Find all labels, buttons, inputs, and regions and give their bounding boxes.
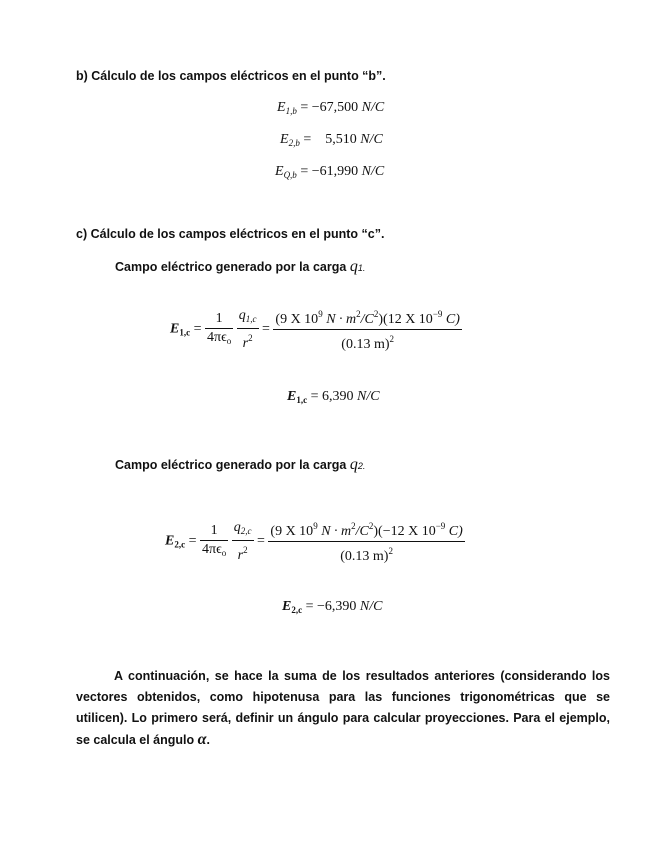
section-c-heading: c) Cálculo de los campos eléctricos en el punto “c”. (76, 227, 385, 241)
equation-e1b: $E_{1,b} = -67,500$ N/C (277, 100, 385, 116)
coulomb-constant-fraction: $\frac{1}{4\pi\epsilon_o}$ (207, 310, 232, 346)
closing-paragraph: A continuación, se hace la suma de los resultados anteriores (considerando los vectores obtenidos, como hipotenusa para las funciones trigonométricas que se utilicen). Lo primero será, definir un ángulo para calcular proyecciones. Para el ejemplo, se calcula el ángulo α. (76, 669, 610, 748)
q1-intro: Campo eléctrico generado por la carga q1. (115, 258, 366, 275)
formula-e1c: $E_{1,c}$ = $\frac{1}{4\pi\epsilon_o}$ $\frac{q_{1,c}}{r^2}$ = $\frac{(9 X 10^9 N \cdot m^2/C^2)(12 X 10^{-9} C)}{(0.13 m)^2}$ (170, 305, 462, 354)
numeric-fraction: $\frac{(9 X 10^9 N \cdot m^2/C^2)(12 X 10^{-9} C)}{(0.13 m)^2}$ (273, 305, 461, 354)
section-b-heading: b) Cálculo de los campos eléctricos en el punto “b”. (76, 69, 386, 83)
coulomb-constant-fraction: $\frac{1}{4\pi\epsilon_o}$ (202, 522, 227, 558)
charge-over-r-fraction: $\frac{q_{1,c}}{r^2}$ (238, 307, 257, 351)
equation-e2b: $E_{2,b}$ = 5,510 N/C (280, 132, 383, 148)
numeric-fraction: $\frac{(9 X 10^9 N \cdot m^2/C^2)(-12 X 10^{-9} C)}{(0.13 m)^2}$ (268, 517, 464, 566)
charge-over-r-fraction: $\frac{q_{2,c}}{r^2}$ (233, 519, 252, 563)
result-e2c: $E_{2,c} = -6,390$ N/C (282, 599, 383, 615)
result-e1c: $E_{1,c} = 6,390$ N/C (287, 389, 380, 405)
q2-intro: Campo eléctrico generado por la carga q2. (115, 456, 366, 473)
formula-e2c: $E_{2,c}$ = $\frac{1}{4\pi\epsilon_o}$ $\frac{q_{2,c}}{r^2}$ = $\frac{(9 X 10^9 N \cdot m^2/C^2)(-12 X 10^{-9} C)}{(0.13 m)^2}$ (165, 517, 465, 566)
equation-eqb: $E_{Q,b} = -61,990$ N/C (275, 164, 385, 180)
